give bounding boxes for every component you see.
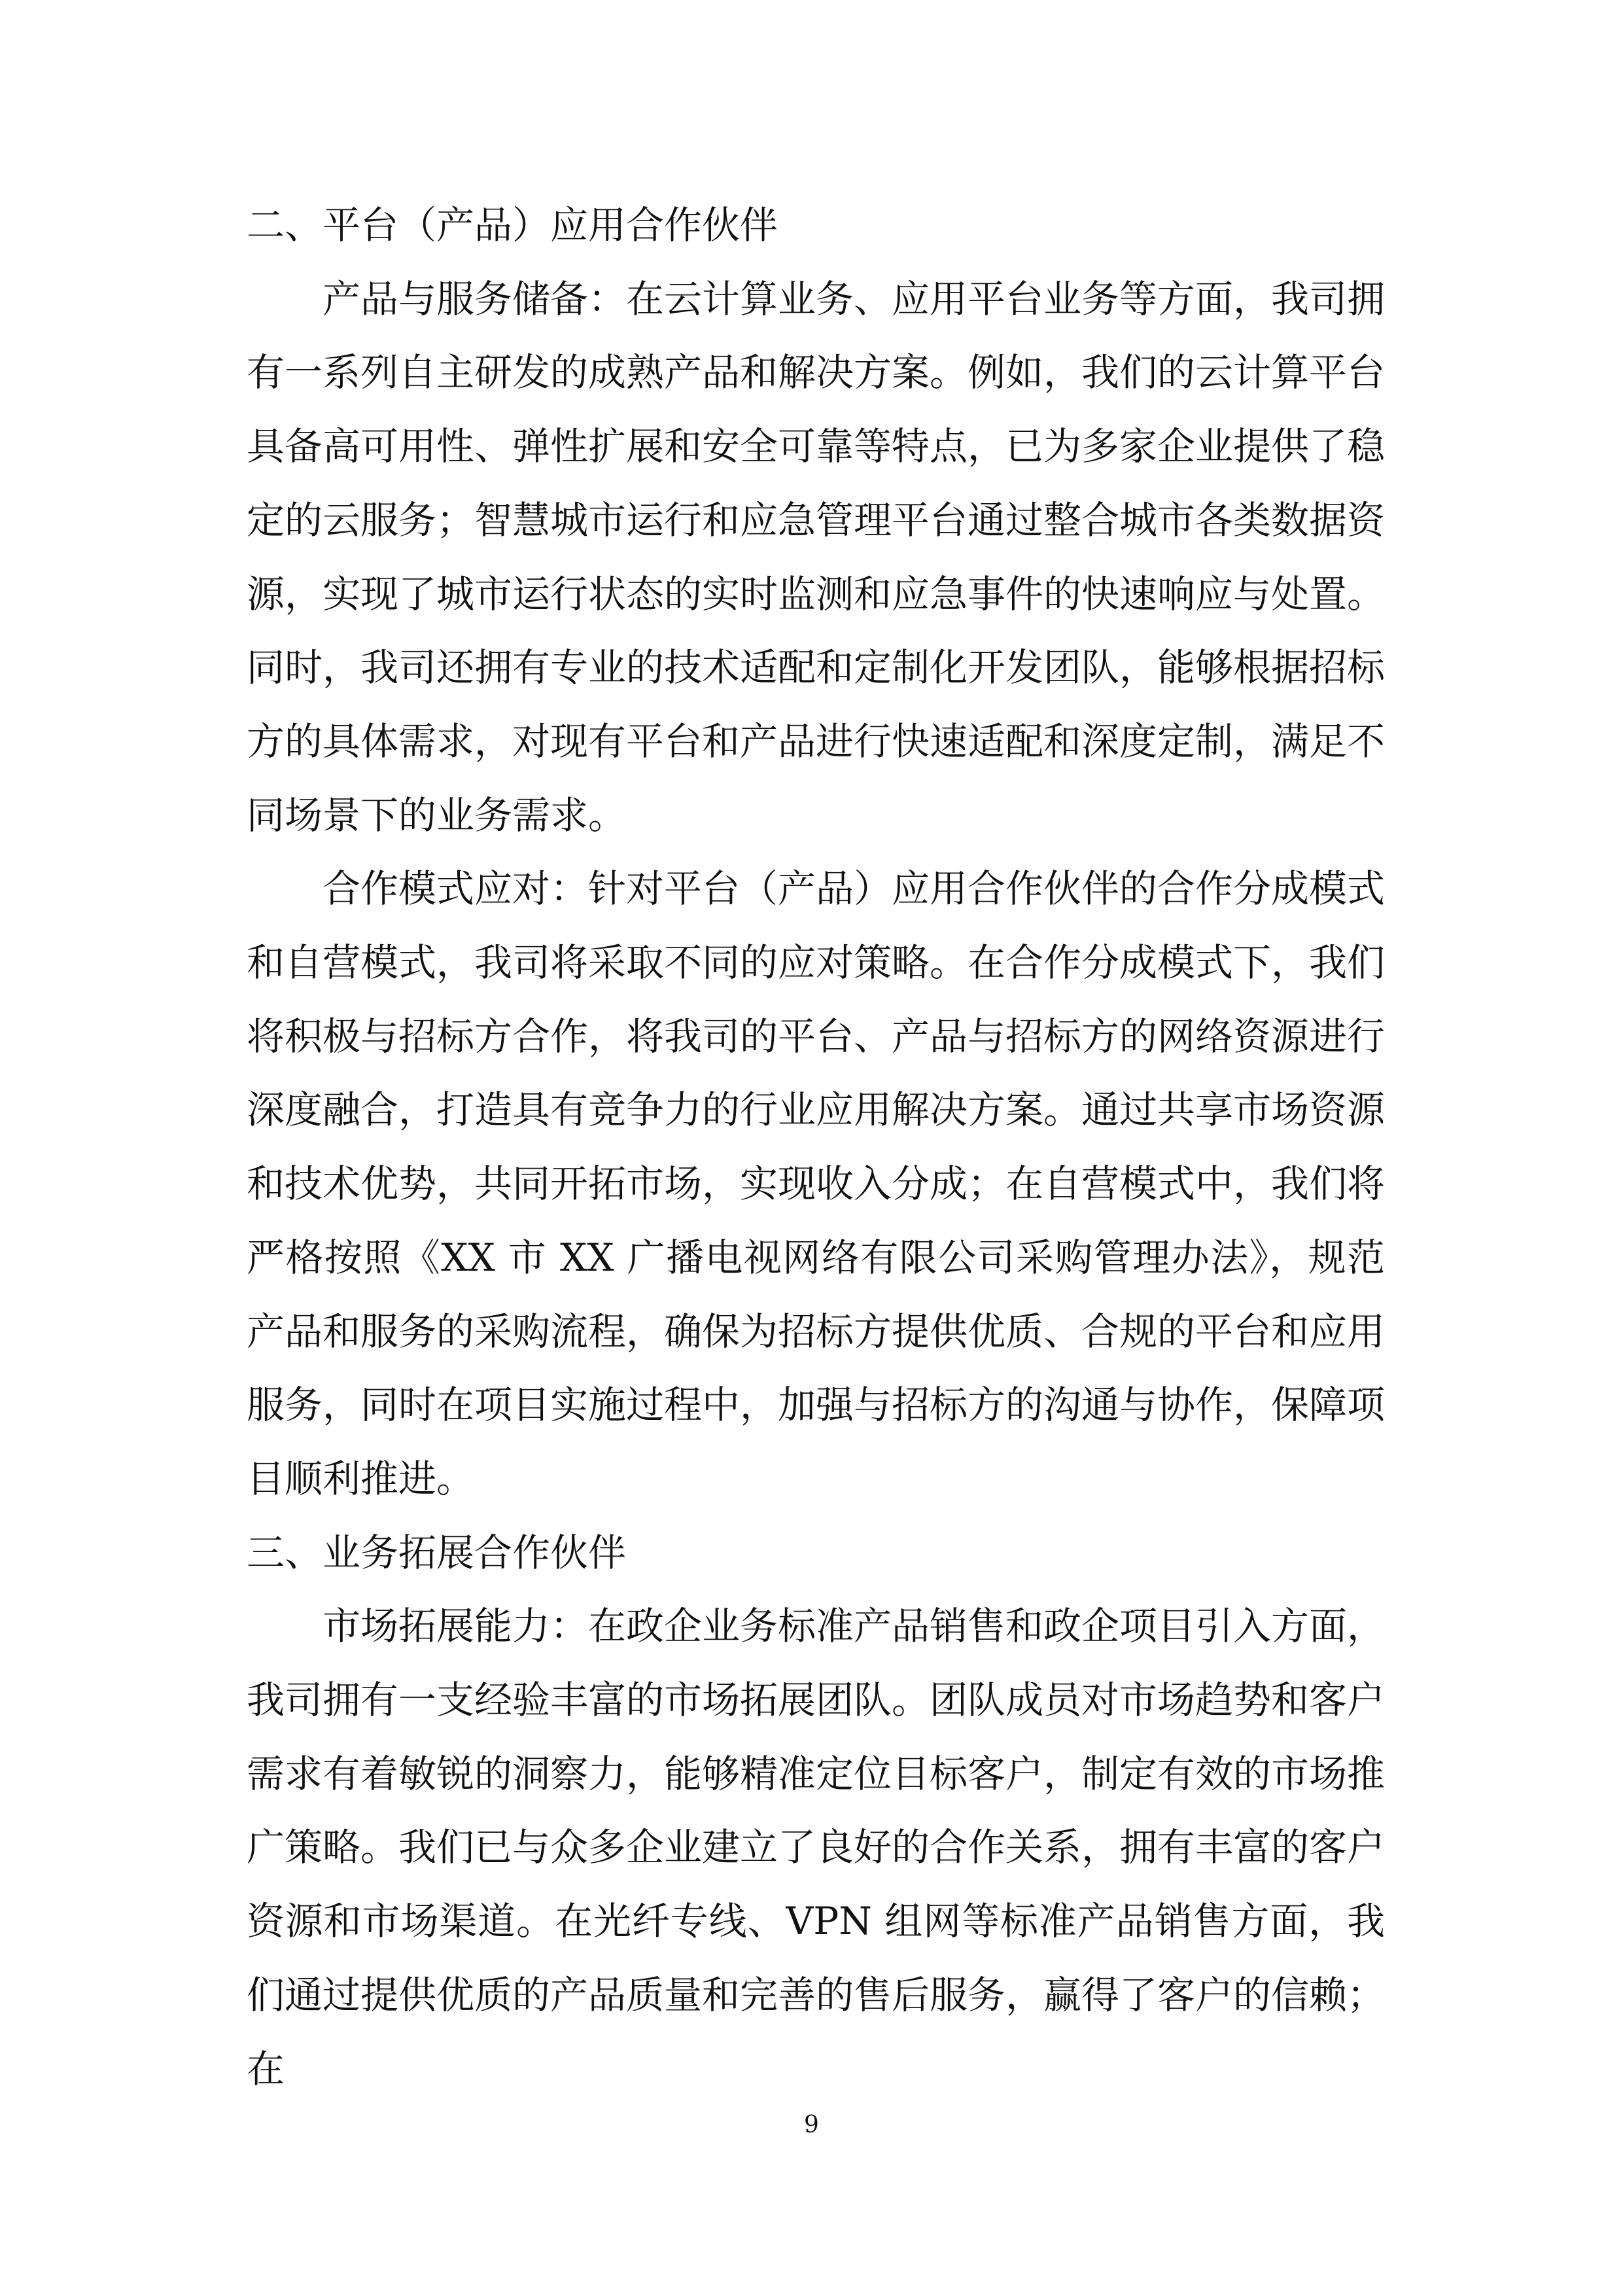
page-number: 9 (804, 2111, 819, 2138)
section-heading-business-expansion-partner: 三、业务拓展合作伙伴 (247, 1530, 627, 1575)
section-heading-platform-partner: 二、平台（产品）应用合作伙伴 (247, 203, 778, 247)
paragraph-product-service-reserve: 产品与服务储备：在云计算业务、应用平台业务等方面，我司拥有一系列自主研发的成熟产品和解决方案。例如，我们的云计算平台具备高可用性、弹性扩展和安全可靠等特点，已为多家企业提供了稳定的云服务；智慧城市运行和应急管理平台通过整合城市各类数据资源，实现了城市运行状态的实时监测和应急事件的快速响应与处置。同时，我司还拥有专业的技术适配和定制化开发团队，能够根据招标方的具体需求，对现有平台和产品进行快速适配和深度定制，满足不同场景下的业务需求。 (247, 276, 1386, 838)
document-body (247, 188, 1385, 2106)
paragraph-market-expansion: 市场拓展能力：在政企业务标准产品销售和政企项目引入方面，我司拥有一支经验丰富的市场拓展团队。团队成员对市场趋势和客户需求有着敏锐的洞察力，能够精准定位目标客户，制定有效的市场推广策略。我们已与众多企业建立了良好的合作关系，拥有丰富的客户资源和市场渠道。在光纤专线、VPN 组网等标准产品销售方面，我们通过提供优质的产品质量和完善的售后服务，赢得了客户的信赖；在 (247, 1604, 1386, 2091)
paragraph-cooperation-mode: 合作模式应对：针对平台（产品）应用合作伙伴的合作分成模式和自营模式，我司将采取不同的应对策略。在合作分成模式下，我们将积极与招标方合作，将我司的平台、产品与招标方的网络资源进行深度融合，打造具有竞争力的行业应用解决方案。通过共享市场资源和技术优势，共同开拓市场，实现收入分成；在自营模式中，我们将严格按照《XX 市 XX 广播电视网络有限公司采购管理办法》，规范产品和服务的采购流程，确保为招标方提供优质、合规的平台和应用服务，同时在项目实施过程中，加强与招标方的沟通与协作，保障项目顺利推进。 (247, 866, 1386, 1501)
